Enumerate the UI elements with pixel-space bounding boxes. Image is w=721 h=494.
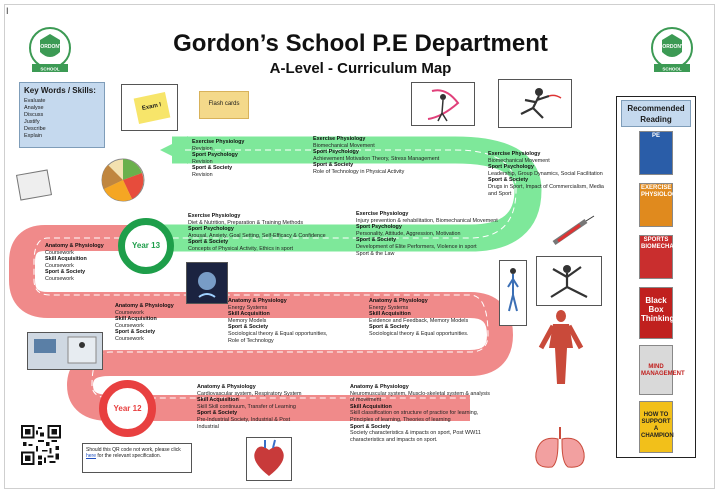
recommended-reading-panel bbox=[616, 96, 696, 458]
keyword-item: Discuss bbox=[24, 112, 44, 118]
page-subtitle: A-Level - Curriculum Map bbox=[269, 60, 452, 77]
year13-block-coursework: Anatomy & Physiology Coursework Skill Acquisition Coursework Sport & Society Coursework bbox=[45, 243, 104, 282]
book-cover: SPORTS BIOMECHANICS bbox=[639, 235, 673, 279]
keyword-item: Explain bbox=[24, 133, 43, 139]
keyword-item: Justify bbox=[24, 119, 40, 125]
heart-image bbox=[246, 437, 292, 481]
keywords-title: Key Words / Skills: bbox=[24, 86, 96, 95]
newspaper-image bbox=[12, 166, 56, 204]
keyword-item: Analyse bbox=[24, 105, 44, 111]
logo-left-text-top: GORDON'S bbox=[36, 44, 64, 50]
keyword-item: Describe bbox=[24, 126, 46, 132]
keyword-item: Evaluate bbox=[24, 98, 46, 104]
qr-code[interactable] bbox=[21, 425, 61, 465]
gymnast-image bbox=[411, 82, 475, 126]
year13-block-leadership: Exercise Physiology Biomechanical Movement Sport Psychology Leadership, Group Dynamics, Social Facilitation Sport & Society Drugs in Sport, Impact of Commercialism, Media and Sport bbox=[488, 151, 604, 197]
logo-right-text-bottom: SCHOOL bbox=[662, 66, 682, 72]
year12-block-neuromuscular: Anatomy & Physiology Neuromuscular system, Musclo-skeletal system & analysis of movement Skill Acquisition Skill classification on structure of practice for learning, Principles of learning, Theories of learning Sport & Society Society characteristics & impacts on sport, Post WW11 characteristics and impacts on sport. bbox=[350, 384, 490, 443]
logo-right-text-top: GORDON'S bbox=[658, 44, 686, 50]
book-cover: HOW TO SUPPORT A CHAMPION bbox=[639, 401, 673, 453]
year12-block-memory-models: Anatomy & Physiology Energy Systems Skill Acquisition Memory Models Sport & Society Sociological theory & Equal opportunities, Role of Technology bbox=[228, 298, 328, 344]
book-cover: Black Box Thinking bbox=[639, 287, 673, 339]
qr-note-text: Should this QR code not work, please click bbox=[86, 447, 181, 453]
healthy-food-image bbox=[94, 155, 152, 205]
muscle-anatomy-image bbox=[531, 308, 591, 386]
syringe-image bbox=[546, 213, 600, 249]
keywords-box bbox=[19, 82, 105, 148]
year12-block-coursework: Anatomy & Physiology Coursework Skill Acquisition Coursework Sport & Society Coursework bbox=[115, 303, 174, 342]
book-cover: PE bbox=[639, 131, 673, 175]
qr-note bbox=[82, 443, 192, 473]
exam-note-image: Exam ! bbox=[121, 84, 178, 131]
logo-left-text-bottom: SCHOOL bbox=[40, 66, 60, 72]
flash-cards-image: Flash cards bbox=[195, 83, 255, 123]
book-cover: EXERCISE PHYSIOLOGY bbox=[639, 183, 673, 227]
specification-link[interactable]: here bbox=[86, 453, 97, 459]
lab-image bbox=[27, 332, 103, 370]
page-title: Gordon’s School P.E Department bbox=[173, 30, 548, 57]
book-cover: MIND MANAGEMENT bbox=[639, 345, 673, 395]
runner-image bbox=[499, 260, 527, 326]
year12-block-cardiovascular: Anatomy & Physiology Cardiovascular system, Respiratory System Skill Acquisition Skill Skill continuum, Transfer of Learning Sport & Society Pre-Industrial Society, Industrial & Post Industrial bbox=[197, 384, 302, 430]
stretching-image bbox=[536, 256, 602, 306]
text-cursor-mark: I bbox=[6, 6, 9, 16]
lungs-image bbox=[522, 423, 600, 473]
year13-block-biomechanics: Exercise Physiology Biomechanical Movement Sport Psychology Achievement Motivation Theory, Stress Management Sport & Society Role of Technology in Physical Activity bbox=[313, 136, 440, 175]
qr-note-text-end: for the relevant specification. bbox=[96, 453, 162, 459]
year12-badge: Year 12 bbox=[99, 380, 156, 437]
year12-block-feedback: Anatomy & Physiology Energy Systems Skill Acquisition Evidence and Feedback, Memory Models Sport & Society Sociological theory & Equal opportunities. bbox=[369, 298, 469, 337]
year13-block-injury: Exercise Physiology Injury prevention & rehabilitation, Biomechanical Movement Sport Psychology Personality, Attitude, Aggression, Motivation Sport & Society Development of Elite Performers, Violence in sport Sport & the Law bbox=[356, 211, 498, 257]
year13-block-revision: Exercise Physiology Revision Sport Psychology Revision Sport & Society Revision bbox=[192, 139, 245, 178]
recommended-reading-title: Recommended Reading bbox=[621, 100, 691, 127]
sprinter-image bbox=[498, 79, 572, 128]
year13-badge: Year 13 bbox=[118, 218, 174, 274]
year13-block-diet: Exercise Physiology Diet & Nutrition, Preparation & Training Methods Sport Psychology Arousal, Anxiety, Goal Setting, Self-Efficacy & Confidence Sport & Society Concepts of Physical Activity, Ethics in sport bbox=[188, 213, 326, 252]
brain-image bbox=[186, 262, 228, 304]
